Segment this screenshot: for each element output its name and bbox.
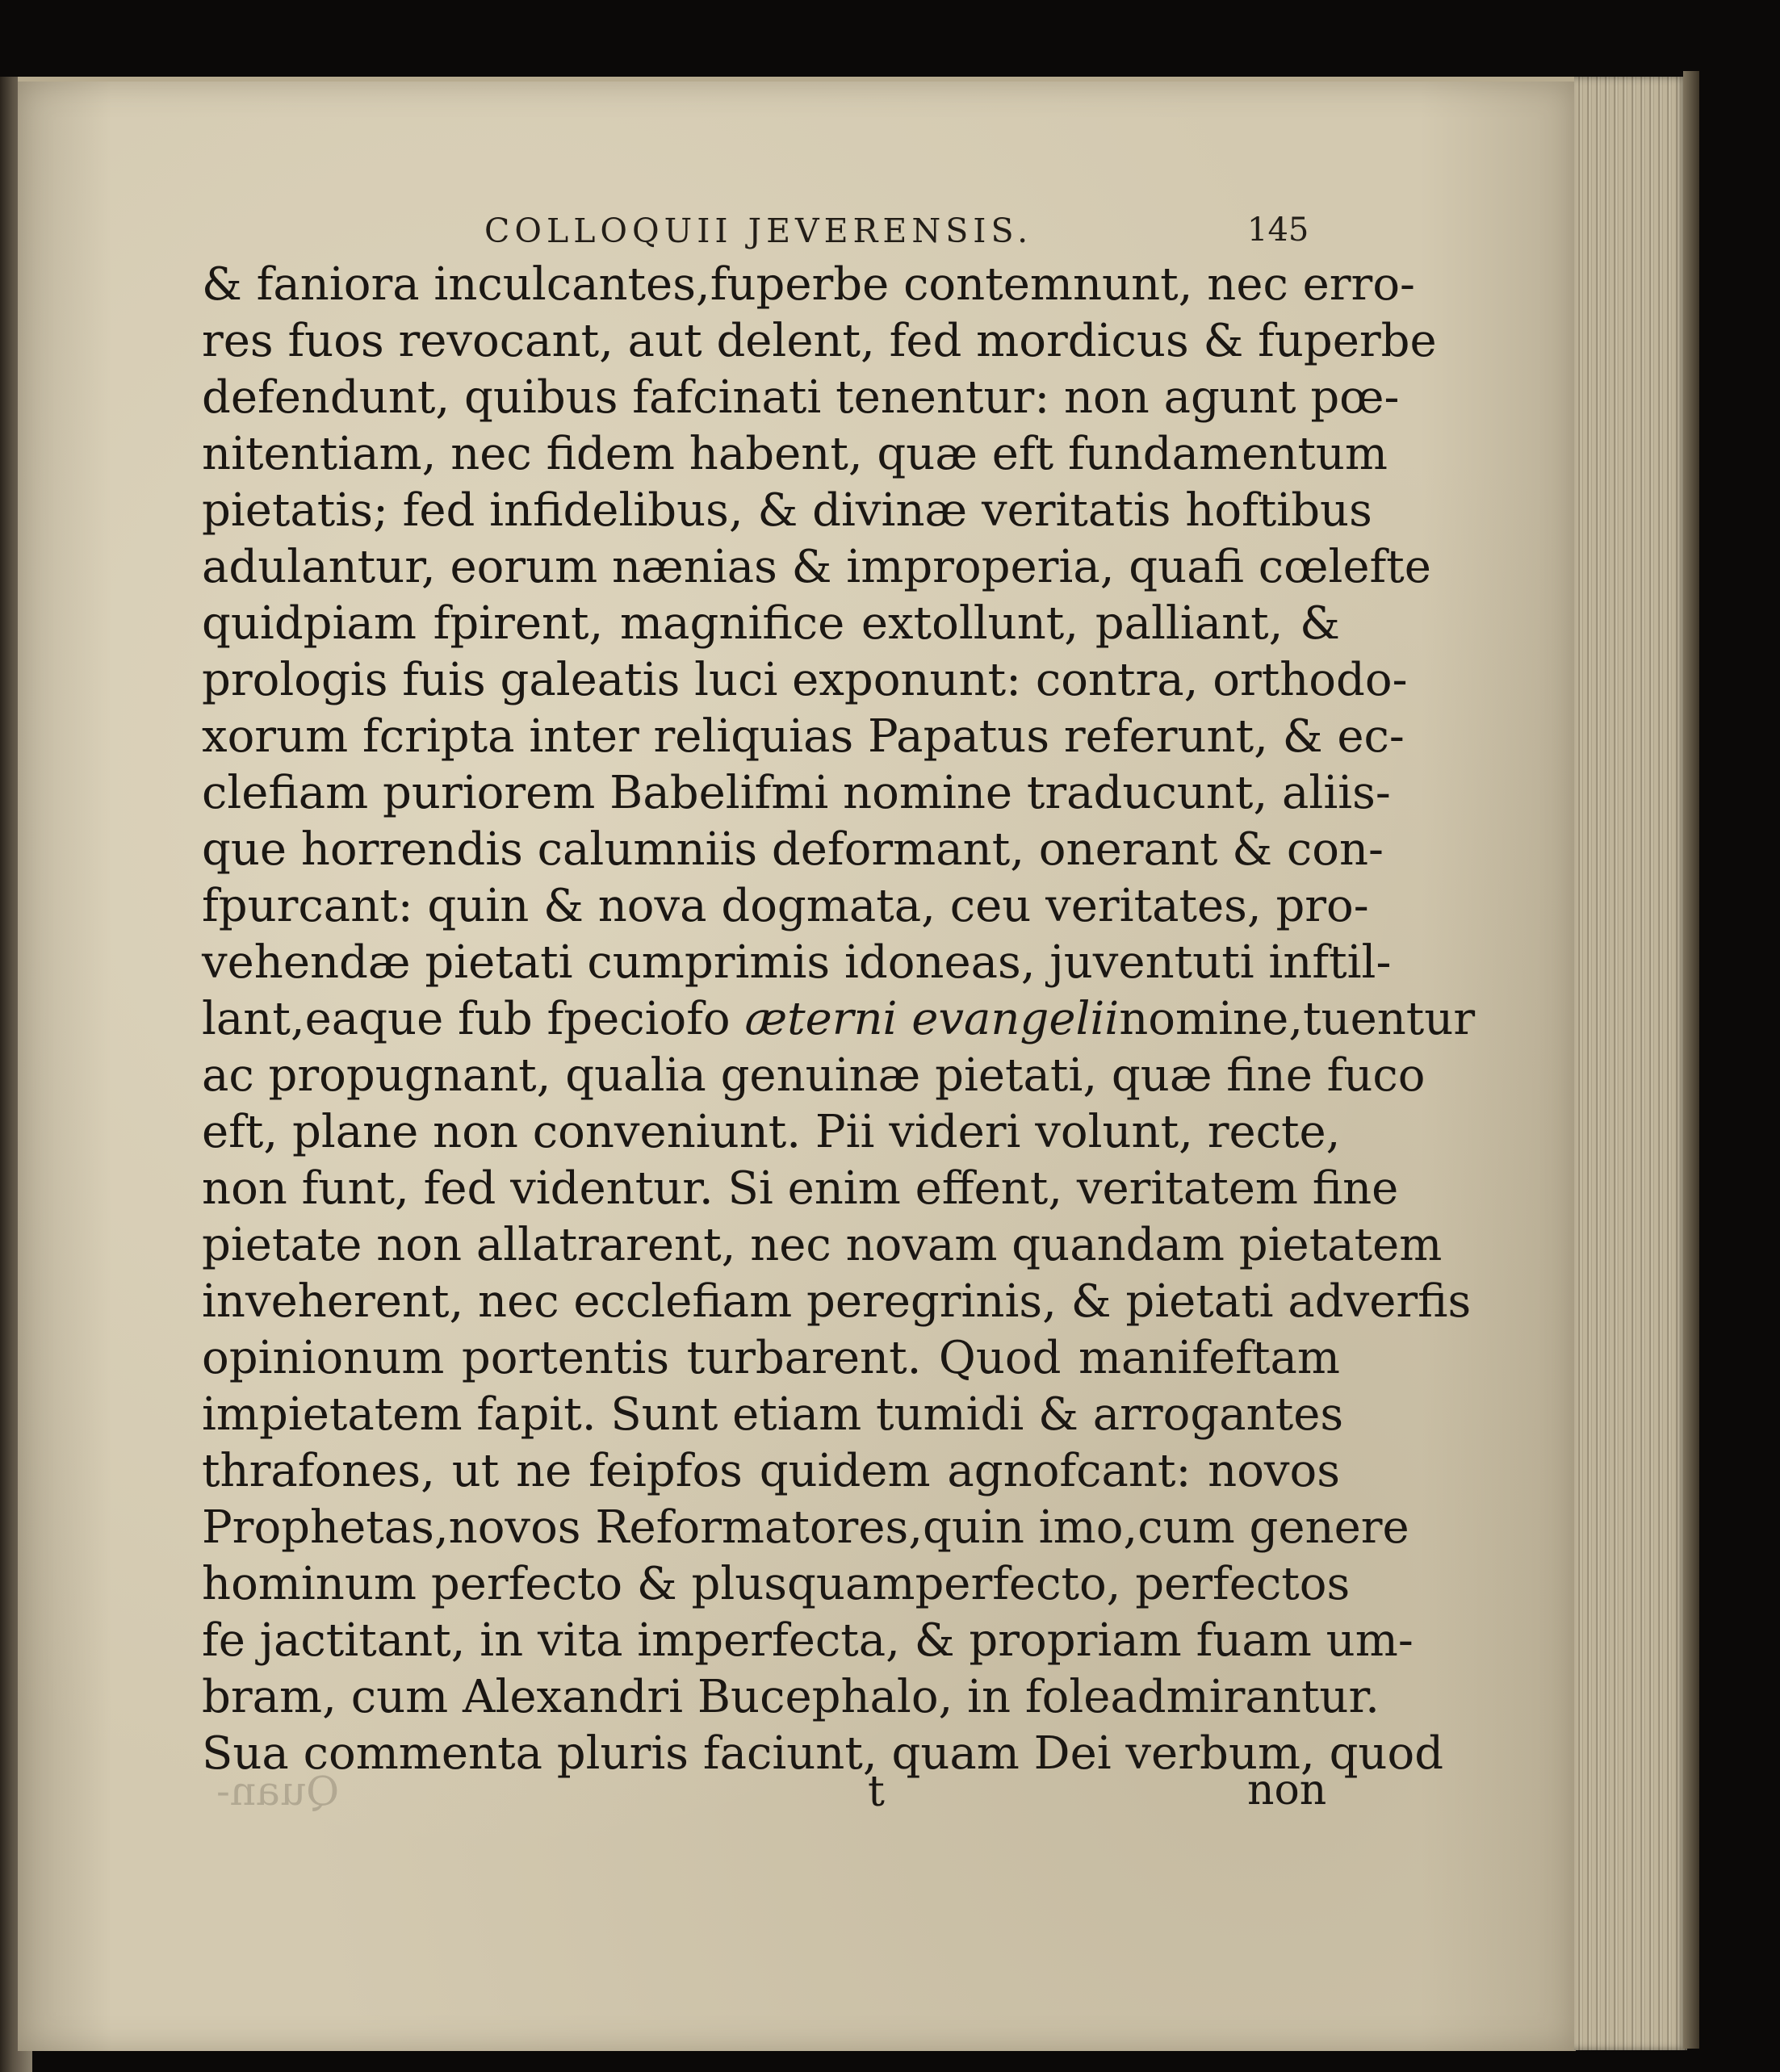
text-line-4: nitentiam, nec fidem habent, quæ eft fundamentum: [202, 428, 1388, 480]
text-line-27: Sua commenta pluris faciunt, quam Dei verbum, quod: [202, 1727, 1444, 1780]
catchword: non: [1247, 1766, 1327, 1815]
text-line-14-start: lant,eaque fub fpeciofo: [202, 993, 745, 1045]
text-line-10: clefiam puriorem Babelifmi nomine traducunt, aliis-: [202, 767, 1391, 819]
text-line-12: fpurcant: quin & nova dogmata, ceu veritates, pro-: [202, 880, 1369, 932]
text-line-25: fe jactitant, in vita imperfecta, & propriam fuam um-: [202, 1614, 1414, 1667]
text-line-7: quidpiam fpirent, magnifice extollunt, palliant, &: [202, 597, 1340, 650]
text-line-6: adulantur, eorum nænias & improperia, quafi cœlefte: [202, 541, 1431, 593]
text-line-2: res fuos revocant, aut delent, fed mordicus & fuperbe: [202, 315, 1437, 367]
text-line-15: ac propugnant, qualia genuinæ pietati, quæ fine fuco: [202, 1049, 1426, 1102]
bleed-through-text: Quan-: [216, 1768, 340, 1815]
text-line-5: pietatis; fed infidelibus, & divinæ veritatis hoftibus: [202, 484, 1372, 537]
text-line-21: impietatem fapit. Sunt etiam tumidi & arrogantes: [202, 1388, 1344, 1441]
text-line-18: pietate non allatrarent, nec novam quandam pietatem: [202, 1219, 1443, 1271]
text-line-9: xorum fcripta inter reliquias Papatus referunt, & ec-: [202, 710, 1405, 763]
text-line-23: Prophetas,novos Reformatores,quin imo,cum genere: [202, 1501, 1409, 1554]
text-line-20: opinionum portentis turbarent. Quod manifeftam: [202, 1332, 1340, 1384]
text-line-13: vehendæ pietati cumprimis idoneas, juventuti inftil-: [202, 936, 1392, 989]
text-line-19: inveherent, nec ecclefiam peregrinis, & pietati adverfis: [202, 1275, 1472, 1328]
book-cover-edge: [1683, 71, 1699, 2049]
text-line-24: hominum perfecto & plusquamperfecto, perfectos: [202, 1558, 1351, 1610]
text-line-8: prologis fuis galeatis luci exponunt: contra, orthodo-: [202, 654, 1408, 706]
text-line-26: bram, cum Alexandri Bucephalo, in foleadmirantur.: [202, 1671, 1380, 1723]
text-line-3: defendunt, quibus fafcinati tenentur: non agunt pœ-: [202, 371, 1400, 424]
page-edges-stack: [1574, 77, 1687, 2050]
running-head: COLLOQUII JEVERENSIS.: [484, 211, 1033, 250]
italic-phrase: æterni evangelii: [744, 993, 1120, 1045]
signature-mark: t: [868, 1768, 885, 1816]
text-line-17: non funt, fed videntur. Si enim effent, veritatem fine: [202, 1162, 1399, 1215]
text-line-11: que horrendis calumniis deformant, onerant & con-: [202, 823, 1384, 876]
text-line-14: [202, 991, 1476, 1048]
text-line-22: thrafones, ut ne feipfos quidem agnofcant: novos: [202, 1445, 1340, 1497]
text-line-14-end: nomine,tuentur: [1119, 993, 1476, 1045]
page-number: 145: [1247, 211, 1309, 249]
text-line-16: eft, plane non conveniunt. Pii videri volunt, recte,: [202, 1106, 1341, 1158]
text-line-1: & faniora inculcantes,fuperbe contemnunt, nec erro-: [202, 258, 1415, 311]
